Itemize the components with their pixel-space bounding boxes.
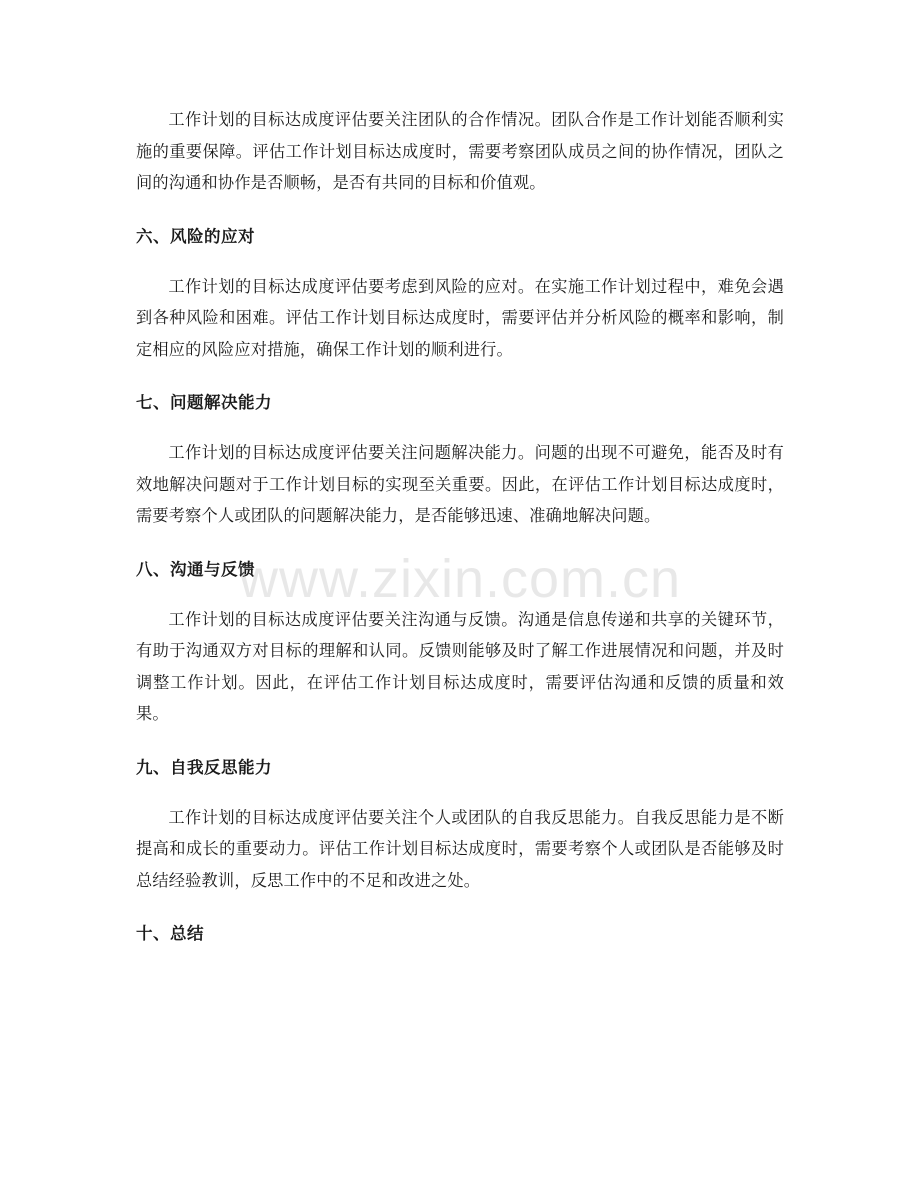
- heading-risk-response: 六、风险的应对: [136, 226, 255, 246]
- watermark-text: www.zixin.com.cn: [238, 549, 682, 609]
- paragraph-risk-response: 工作计划的目标达成度评估要考虑到风险的应对。在实施工作计划过程中，难免会遇到各种风险和困难。评估工作计划目标达成度时，需要评估并分析风险的概率和影响，制定相应的风险应对措施，确保工作计划的顺利进行。: [136, 276, 784, 359]
- paragraph-self-reflection: 工作计划的目标达成度评估要关注个人或团队的自我反思能力。自我反思能力是不断提高和成长的重要动力。评估工作计划目标达成度时，需要考察个人或团队是否能够及时总结经验教训，反思工作中的不足和改进之处。: [136, 807, 784, 890]
- paragraph-problem-solving: 工作计划的目标达成度评估要关注问题解决能力。问题的出现不可避免，能否及时有效地解决问题对于工作计划目标的实现至关重要。因此，在评估工作计划目标达成度时，需要考察个人或团队的问题解决能力，是否能够迅速、准确地解决问题。: [136, 443, 784, 525]
- paragraph-communication-feedback: 工作计划的目标达成度评估要关注沟通与反馈。沟通是信息传递和共享的关键环节，有助于沟通双方对目标的理解和认同。反馈则能够及时了解工作进展情况和问题，并及时调整工作计划。因此，在评估工作计划目标达成度时，需要评估沟通和反馈的质量和效果。: [136, 609, 784, 723]
- document-body: [136, 104, 784, 950]
- heading-communication-feedback: 八、沟通与反馈: [136, 559, 255, 579]
- heading-problem-solving: 七、问题解决能力: [136, 393, 272, 412]
- heading-self-reflection: 九、自我反思能力: [136, 757, 272, 777]
- paragraph-team-cooperation: 工作计划的目标达成度评估要关注团队的合作情况。团队合作是工作计划能否顺利实施的重要保障。评估工作计划目标达成度时，需要考察团队成员之间的协作情况，团队之间的沟通和协作是否顺畅，是否有共同的目标和价值观。: [136, 110, 784, 192]
- heading-summary: 十、总结: [136, 924, 204, 943]
